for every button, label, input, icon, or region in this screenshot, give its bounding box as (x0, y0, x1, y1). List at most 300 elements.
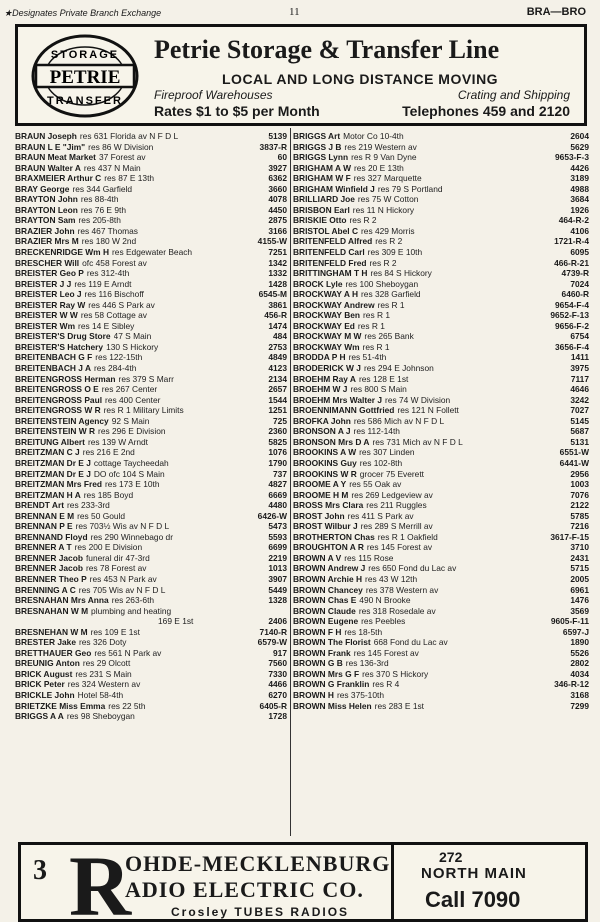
listing-entry (15, 479, 287, 490)
listing-entry (15, 490, 287, 501)
listing-phone: 2219 (268, 552, 287, 563)
listing-entry (293, 521, 589, 532)
listing-entry (293, 606, 589, 617)
listing-entry (293, 395, 589, 406)
listing-address: res 731 Mich av N F D L (372, 436, 463, 447)
listing-address: res 55 Oak av (349, 479, 402, 490)
listing-entry (293, 331, 589, 342)
listing-name: BROTHERTON Chas (293, 531, 375, 542)
listing-phone: 4106 (570, 225, 589, 236)
listing-entry (15, 500, 287, 511)
listing-phone: 3861 (268, 299, 287, 310)
listing-entry (293, 679, 589, 690)
listing-address: res 173 E 10th (105, 479, 160, 490)
listing-entry (293, 184, 589, 195)
listing-entry (15, 458, 287, 469)
listing-name: BREITENGROSS Paul (15, 394, 103, 405)
listing-name: BROCKWAY Wm (293, 341, 360, 352)
listing-phone: 5629 (570, 141, 589, 152)
ad-line3-right: Telephones 459 and 2120 (402, 103, 570, 119)
listing-name: BRESNAHAN W M (15, 605, 89, 616)
listing-name: BROUGHTON A R (293, 542, 364, 553)
listing-address: res 136-3rd (345, 658, 389, 669)
listing-entry (293, 437, 589, 448)
listing-address: res 437 N Main (83, 162, 141, 173)
listing-address: res 283 E 1st (374, 700, 425, 711)
listing-address: res 14 E Sibley (78, 320, 135, 331)
listing-phone: 2360 (268, 426, 287, 437)
listing-address: res 446 S Park av (88, 299, 155, 310)
listing-phone: 3837-R (259, 141, 287, 152)
listing-phone: 1926 (570, 204, 589, 215)
listing-entry (293, 142, 589, 153)
listing-phone: 346-R-12 (554, 679, 589, 690)
listing-address: funeral dir 47-3rd (85, 552, 150, 563)
listing-name: BROEHM Mrs Walter J (293, 394, 383, 405)
listing-phone: 4739-R (561, 268, 589, 279)
listing-name: BRILLIARD Joe (293, 194, 355, 205)
listing-name: BROCKWAY Ben (293, 310, 361, 321)
listing-name: BRITTINGHAM T H (293, 268, 368, 279)
listing-phone: 4155-W (257, 236, 287, 247)
listing-phone: 9652-F-13 (550, 310, 589, 321)
listing-name: BRAZIER Mrs M (15, 236, 79, 247)
listing-entry (293, 532, 589, 543)
listing-address: res R 1 (363, 310, 391, 321)
listing-phone: 1790 (268, 457, 287, 468)
listing-phone: 4466 (268, 679, 287, 690)
listing-address: res 650 Fond du Lac av (368, 563, 457, 574)
listing-phone: 3166 (268, 225, 287, 236)
listing-name: BRENNING A C (15, 584, 76, 595)
listing-phone: 1003 (570, 479, 589, 490)
listing-name: BRAUN Joseph (15, 131, 77, 141)
listing-address: plumbing and heating (91, 605, 172, 616)
listing-name: BROCK Lyle (293, 278, 343, 289)
listing-phone: 3189 (570, 173, 589, 184)
ad-line2-right: Crating and Shipping (457, 88, 570, 102)
listing-name: BRITENFELD Fred (293, 257, 367, 268)
listing-name: BRODERICK W J (293, 363, 361, 374)
listing-name: BROWN Archie H (293, 573, 363, 584)
listing-entry (293, 627, 589, 638)
listing-phone: 456-R (264, 310, 287, 321)
petrie-logo (30, 33, 140, 119)
listing-entry (293, 289, 589, 300)
listing-address: res R 1 Oakfield (377, 531, 438, 542)
ad-divider (391, 845, 394, 922)
listing-phone: 9653-F-3 (555, 152, 589, 163)
listing-phone: 1890 (570, 637, 589, 648)
listing-entry (293, 405, 589, 416)
listing-name: BREITZMAN Dr E J (15, 468, 91, 479)
listing-phone: 2134 (268, 373, 287, 384)
listing-entry (293, 374, 589, 385)
listing-name: BRENNAN P E (15, 521, 73, 532)
listing-entry (293, 342, 589, 353)
listing-phone: 6545-M (258, 289, 287, 300)
listing-phone: 3975 (570, 363, 589, 374)
listing-entry (293, 479, 589, 490)
listing-name: BROSS Mrs Clara (293, 500, 364, 511)
listing-address: 37 Forest av (98, 152, 146, 163)
listing-entry (293, 194, 589, 205)
listing-name: BROWN Chancey (293, 584, 363, 595)
listing-entry (15, 279, 287, 290)
listing-name: BRIGGS Lynn (293, 152, 349, 163)
listing-address: res 400 Center (105, 394, 161, 405)
listing-phone: 7216 (570, 521, 589, 532)
listing-phone: 1332 (268, 268, 287, 279)
listing-phone: 1474 (268, 320, 287, 331)
listing-entry (15, 532, 287, 543)
listing-phone: 7140-R (259, 626, 287, 637)
listing-address: res 29 Olcott (82, 658, 131, 669)
listing-phone: 6597-J (562, 626, 589, 637)
listing-entry (15, 310, 287, 321)
listing-phone: 6669 (268, 489, 287, 500)
listing-phone: 4123 (268, 363, 287, 374)
listing-entry (15, 511, 287, 522)
listing-entry (15, 469, 287, 480)
listing-address: 92 S Main (111, 415, 150, 426)
listing-entry (15, 236, 287, 247)
listing-phone: 1728 (268, 711, 287, 722)
listing-address: res 307 Linden (359, 447, 415, 458)
listing-phone: 6362 (268, 173, 287, 184)
listing-entry (293, 300, 589, 311)
listing-entry (15, 627, 287, 638)
left-listing-column (15, 131, 287, 722)
listing-address: ofc 458 Forest av (82, 257, 147, 268)
listing-address: res R 1 (357, 320, 385, 331)
listing-entry (15, 585, 287, 596)
listing-name: BROST John (293, 510, 345, 521)
listing-name: BRIETZKE Miss Emma (15, 700, 106, 711)
listing-entry (15, 637, 287, 648)
listing-name: BREUNIG Anton (15, 658, 80, 669)
listing-address: res 185 Boyd (83, 489, 134, 500)
listing-address: res 265 Bank (364, 331, 414, 342)
listing-entry (15, 194, 287, 205)
listing-entry (293, 616, 589, 627)
listing-name: BROWN A V (293, 552, 342, 563)
listing-entry (15, 447, 287, 458)
listing-address: res 74 W Division (385, 394, 451, 405)
listing-phone: 4450 (268, 204, 287, 215)
listing-address: res R 4 (372, 679, 400, 690)
listing-name: BREISTER'S Hatchery (15, 341, 104, 352)
listing-entry (293, 279, 589, 290)
listing-entry (15, 247, 287, 258)
listing-phone: 484 (273, 331, 287, 342)
listing-address: res 289 S Merrill av (360, 521, 433, 532)
listing-name: BRENNAN E M (15, 510, 75, 521)
listing-phone: 2431 (570, 552, 589, 563)
listing-address: res 119 E Arndt (74, 278, 132, 289)
listing-name: BREITZMAN H A (15, 489, 81, 500)
listing-phone: 5785 (570, 510, 589, 521)
listing-name: BRAUN Meat Market (15, 152, 96, 163)
listing-name: BROWN H (293, 689, 334, 700)
listing-address: res 75 W Cotton (357, 194, 419, 205)
listing-phone: 6426-W (257, 510, 287, 521)
listing-name: BROOKINS A W (293, 447, 357, 458)
listing-address: res 296 E Division (98, 426, 166, 437)
listing-entry (15, 616, 287, 627)
listing-name: BRENNER Jacob (15, 563, 83, 574)
listing-entry (15, 363, 287, 374)
listing-phone: 1251 (268, 405, 287, 416)
listing-name: BRODDA P H (293, 352, 346, 363)
logo-middle-text: PETRIE (49, 67, 121, 88)
listing-entry (293, 258, 589, 269)
listing-address: res 219 Western av (344, 141, 417, 152)
listing-entry (293, 226, 589, 237)
listing-phone: 7024 (570, 278, 589, 289)
listing-entry (293, 574, 589, 585)
listing-phone: 2406 (268, 616, 287, 627)
listing-entry (293, 173, 589, 184)
listing-entry (15, 205, 287, 216)
page-number: 11 (289, 6, 300, 18)
listing-phone: 5145 (570, 415, 589, 426)
listing-name: BROCKWAY Ed (293, 320, 355, 331)
listing-address: 169 E 1st (158, 616, 194, 627)
listing-entry (15, 405, 287, 416)
listing-name: BRITENFELD Carl (293, 247, 365, 258)
listing-phone: 737 (273, 468, 287, 479)
listing-phone: 1328 (268, 595, 287, 606)
listing-address: res 429 Morris (361, 225, 415, 236)
listing-name: BREISTER Leo J (15, 289, 82, 300)
listing-name: BRIGGS Art (293, 131, 341, 141)
listing-name: BROCKWAY A H (293, 289, 358, 300)
listing-entry (293, 511, 589, 522)
listing-entry (15, 679, 287, 690)
listing-address: res 100 Sheboygan (345, 278, 419, 289)
listing-address: res 86 W Division (88, 141, 154, 152)
listing-phone: 4646 (570, 384, 589, 395)
listing-name: BRENNER Jacob (15, 552, 83, 563)
listing-entry (15, 184, 287, 195)
petrie-storage-ad (15, 24, 587, 126)
listing-address: res 233-3rd (67, 500, 110, 511)
listing-name: BROEHM Ray A (293, 373, 356, 384)
listing-entry (293, 268, 589, 279)
listing-address: res 800 S Main (350, 384, 407, 395)
listing-name: BRAYTON Leon (15, 204, 78, 215)
listing-name: BREITENSTEIN Agency (15, 415, 109, 426)
listing-address: res R 2 (349, 215, 377, 226)
listing-name: BRESNAHAN Mrs Anna (15, 595, 109, 606)
listing-name: BREITENSTEIN W R (15, 426, 96, 437)
listing-name: BREITENGROSS W R (15, 405, 101, 416)
listing-entry (15, 331, 287, 342)
listing-phone: 2875 (268, 215, 287, 226)
listing-entry (293, 426, 589, 437)
listing-address: res 20 E 13th (354, 162, 404, 173)
listing-name: BROWN F H (293, 626, 342, 637)
listing-phone: 1428 (268, 278, 287, 289)
listing-address: res 98 Sheboygan (66, 711, 135, 722)
listing-address: 130 S Hickory (106, 341, 159, 352)
listing-address: res 50 Gould (77, 510, 126, 521)
listing-name: BRENNER A T (15, 542, 72, 553)
listing-phone: 6460-R (561, 289, 589, 300)
listing-phone: 1411 (570, 352, 589, 363)
listing-entry (293, 236, 589, 247)
listing-entry (293, 447, 589, 458)
ad-company-line2: ADIO ELECTRIC CO. (125, 877, 364, 902)
listing-entry (15, 384, 287, 395)
listing-address: res R 2 (375, 236, 403, 247)
listing-name: BRONSON A J (293, 426, 351, 437)
listing-address: res 269 Ledgeview av (351, 489, 433, 500)
listing-address: res 312-4th (86, 268, 130, 279)
listing-name: BRIGHAM A W (293, 162, 351, 173)
listing-address: res 370 S Hickory (362, 668, 429, 679)
listing-entry (15, 395, 287, 406)
ad-line3-left: Rates $1 to $5 per Month (154, 103, 320, 119)
listing-name: BRENNAND Floyd (15, 531, 88, 542)
listing-name: BREISTER Wm (15, 320, 76, 331)
ad-company-line3: Crosley TUBES RADIOS (171, 905, 350, 919)
listing-address: res 318 Rosedale av (358, 605, 436, 616)
listing-entry (293, 416, 589, 427)
listing-name: BREISTER'S Drug Store (15, 331, 111, 342)
listing-name: BRESCHER Will (15, 257, 80, 268)
listing-phone: 5687 (570, 426, 589, 437)
listing-entry (293, 131, 589, 142)
listing-phone: 3684 (570, 194, 589, 205)
listing-name: BRISTOL Abel C (293, 225, 358, 236)
listing-entry (15, 131, 287, 142)
listing-name: BROWN Frank (293, 647, 351, 658)
ad-line1: LOCAL AND LONG DISTANCE MOVING (222, 71, 499, 87)
listing-address: DO ofc 104 S Main (93, 468, 165, 479)
listing-address: res 631 Florida av N F D L (79, 131, 179, 141)
listing-name: BRAXMEIER Arthur C (15, 173, 102, 184)
listing-phone: 3907 (268, 573, 287, 584)
listing-phone: 1544 (268, 394, 287, 405)
listing-phone: 7027 (570, 405, 589, 416)
listing-address: res 309 E 10th (367, 247, 423, 258)
listing-address: res 290 Winnebago dr (90, 531, 173, 542)
listing-entry (293, 669, 589, 680)
listing-phone: 1342 (268, 257, 287, 268)
listing-phone: 466-R-21 (554, 257, 589, 268)
listing-address: Motor Co 10-4th (343, 131, 404, 141)
listing-entry (293, 542, 589, 553)
listing-name: BREISTER W W (15, 310, 78, 321)
listing-entry (293, 163, 589, 174)
listing-entry (15, 711, 287, 722)
listing-entry (15, 563, 287, 574)
listing-name: BRIGHAM Winfield J (293, 183, 375, 194)
listing-name: BRICKLE John (15, 689, 75, 700)
listing-entry (293, 563, 589, 574)
listing-phone: 2802 (570, 658, 589, 669)
ad-title: Petrie Storage & Transfer Line (154, 35, 500, 64)
listing-address: res 284-4th (94, 363, 137, 374)
listing-entry (15, 416, 287, 427)
listing-name: BRIGGS J B (293, 141, 342, 152)
listing-entry (293, 247, 589, 258)
listing-address: res 205-8th (78, 215, 121, 226)
listing-entry (293, 595, 589, 606)
listing-phone: 2005 (570, 573, 589, 584)
page-range: BRA—BRO (526, 6, 586, 18)
listing-address: res 122-15th (95, 352, 143, 363)
ad-company-line1: OHDE-MECKLENBURG (125, 851, 391, 876)
listing-address: res 22 5th (108, 700, 146, 711)
listing-address: res 263-6th (111, 595, 155, 606)
listing-entry (15, 606, 287, 617)
listing-phone: 6405-R (259, 700, 287, 711)
listing-entry (293, 690, 589, 701)
listing-phone: 7560 (268, 658, 287, 669)
listing-phone: 4034 (570, 668, 589, 679)
listing-address: res 180 W 2nd (81, 236, 137, 247)
listing-entry (293, 384, 589, 395)
listing-name: BRECKENRIDGE Wm H (15, 247, 109, 258)
listing-address: res 51-4th (348, 352, 387, 363)
listing-name: BREITENBACH J A (15, 363, 92, 374)
listing-name: BREITZMAN Dr E J (15, 457, 91, 468)
listing-entry (15, 426, 287, 437)
listing-entry (15, 553, 287, 564)
listing-address: res Peebles (361, 616, 406, 627)
listing-phone: 7299 (570, 700, 589, 711)
listing-name: BRENDT Art (15, 500, 65, 511)
listing-name: BROOKINS W R (293, 468, 357, 479)
listing-name: BREITENGROSS Herman (15, 373, 116, 384)
listing-address: Hotel 58-4th (77, 689, 124, 700)
listing-address: res 43 W 12th (365, 573, 418, 584)
listing-name: BRESTER Jake (15, 637, 76, 648)
listing-phone: 5593 (268, 531, 287, 542)
listing-name: BROWN Andrew J (293, 563, 366, 574)
listing-name: BROWN Claude (293, 605, 356, 616)
listing-phone: 2604 (570, 131, 589, 141)
listing-address: 490 N Brooke (359, 595, 411, 606)
listing-name: BRAY George (15, 183, 70, 194)
listing-name: BRENNER Theo P (15, 573, 87, 584)
listing-name: BRETTHAUER Geo (15, 647, 92, 658)
listing-address: res 58 Cottage av (80, 310, 147, 321)
listing-phone: 5139 (268, 131, 287, 141)
listing-address: res 294 E Johnson (363, 363, 434, 374)
listing-phone: 6551-W (559, 447, 589, 458)
listing-name: BROWN G B (293, 658, 343, 669)
listing-name: BREITZMAN Mrs Fred (15, 479, 103, 490)
listing-phone: 3168 (570, 689, 589, 700)
listing-phone: 6095 (570, 247, 589, 258)
listing-address: res 145 Forest av (366, 542, 433, 553)
listing-entry (15, 215, 287, 226)
listing-entry (293, 363, 589, 374)
listing-address: res 211 Ruggles (366, 500, 427, 511)
listing-phone: 4849 (268, 352, 287, 363)
listing-phone: 5715 (570, 563, 589, 574)
ad-initial: R (69, 842, 132, 922)
listing-name: BROCKWAY M W (293, 331, 362, 342)
listing-address: res 112-14th (353, 426, 400, 437)
listing-entry (15, 268, 287, 279)
listing-entry (293, 701, 589, 712)
listing-phone: 4426 (570, 162, 589, 173)
